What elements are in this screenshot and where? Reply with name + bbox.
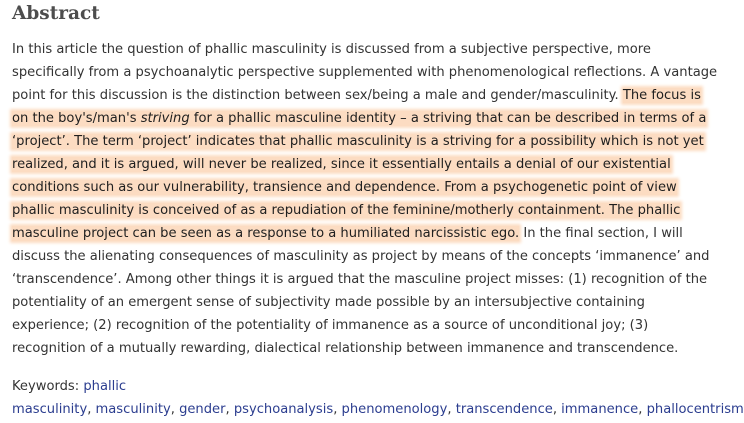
abstract-line-12 — [12, 291, 688, 314]
keyword-link-phallocentrism[interactable]: phallocentrism — [646, 402, 744, 417]
keyword-separator: , — [170, 402, 180, 417]
abstract-line-2 — [12, 61, 718, 84]
highlighted-text: The focus is — [622, 88, 701, 103]
keyword-link-gender[interactable]: gender — [179, 402, 226, 417]
highlighted-text: conditions such as our vulnerability, transience and dependence. From a psychogenetic point of view — [12, 180, 677, 195]
highlighted-text: realized, and it is argued, will never be realized, since it essentially entails a denial of our existential — [12, 157, 671, 172]
keyword-link-phallic[interactable]: phallic — [83, 379, 127, 394]
highlighted-text: ‘project’. The term ‘project’ indicates that phallic masculinity is a striving for a possibility which is not yet — [12, 134, 704, 149]
emphasized-word: striving — [140, 111, 190, 126]
keyword-separator: , — [87, 402, 96, 417]
highlighted-text: masculine project can be seen as a response to a humiliated narcissistic ego. — [12, 226, 520, 241]
highlighted-text: phallic masculinity is conceived of as a repudiation of the feminine/motherly containment. The phallic — [12, 203, 681, 218]
abstract-line-7 — [12, 176, 688, 199]
abstract-text-segment: point for this discussion is the distinction between sex/being a male and gender/masculinity. — [12, 88, 619, 103]
abstract-line-14 — [12, 337, 688, 360]
abstract-line-8 — [12, 199, 688, 222]
abstract-text — [12, 38, 718, 360]
abstract-line-3 — [12, 84, 701, 107]
keywords-section — [12, 375, 744, 421]
abstract-text-segment: specifically from a psychoanalytic perspective supplemented with phenomenological reflections. A vantage — [12, 65, 718, 80]
abstract-line-13 — [12, 314, 688, 337]
abstract-line-11 — [12, 268, 708, 291]
highlighted-text-part: for a phallic masculine identity – a striving that can be described in terms of a — [189, 111, 707, 126]
keyword-separator: , — [638, 402, 647, 417]
abstract-line-6 — [12, 153, 688, 176]
abstract-line-10 — [12, 245, 710, 268]
abstract-line-4 — [12, 107, 707, 130]
abstract-text-segment: In the final section, I will — [519, 226, 683, 241]
abstract-line-9 — [12, 222, 688, 245]
keyword-separator: , — [333, 402, 342, 417]
abstract-text-segment: In this article the question of phallic masculinity is discussed from a subjective perspective, more — [12, 42, 651, 57]
highlighted-text-part: on the boy's/man's — [12, 111, 141, 126]
keyword-link-masculinity[interactable]: masculinity — [95, 402, 171, 417]
keyword-separator: , — [552, 402, 562, 417]
abstract-text-segment: experience; (2) recognition of the potentiality of immanence as a source of unconditional joy; (3) — [12, 318, 649, 333]
keyword-separator: , — [447, 402, 456, 417]
abstract-heading: Abstract — [12, 3, 100, 24]
keyword-link-transcendence[interactable]: transcendence — [455, 402, 553, 417]
keyword-link-immanence[interactable]: immanence — [561, 402, 639, 417]
keyword-link-phallic-cont[interactable]: masculinity — [12, 402, 88, 417]
keyword-separator: , — [225, 402, 234, 417]
keywords-label: Keywords: — [12, 379, 84, 394]
abstract-text-segment: discuss the alienating consequences of masculinity as project by means of the concepts ‘immanence’ and — [12, 249, 710, 264]
abstract-line-5 — [12, 130, 704, 153]
keyword-link-phenomenology[interactable]: phenomenology — [341, 402, 448, 417]
abstract-text-segment: recognition of a mutually rewarding, dialectical relationship between immanence and transcendence. — [12, 341, 679, 356]
highlighted-text — [12, 111, 706, 126]
abstract-text-segment: ‘transcendence’. Among other things it is argued that the masculine project misses: (1) recognition of the — [12, 272, 708, 287]
abstract-text-segment: potentiality of an emergent sense of subjectivity made possible by an intersubjective containing — [12, 295, 645, 310]
abstract-line-1 — [12, 38, 688, 61]
keyword-link-psychoanalysis[interactable]: psychoanalysis — [233, 402, 334, 417]
